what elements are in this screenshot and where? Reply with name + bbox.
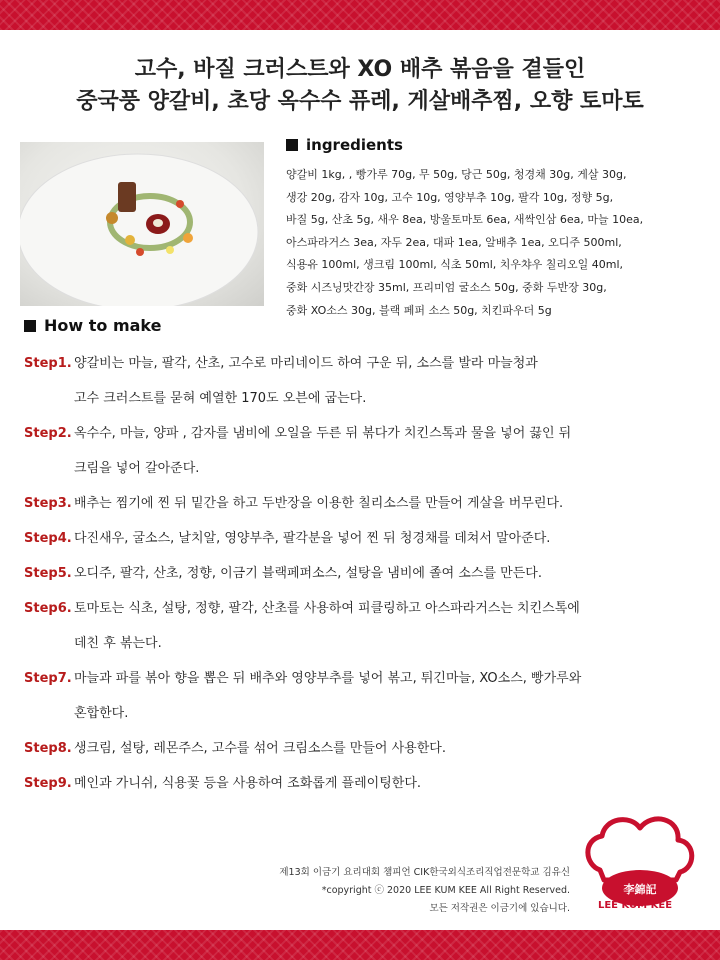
step-text: 다진새우, 굴소스, 날치알, 영양부추, 팔각분을 넣어 찐 뒤 청경채를 데쳐서 말아준다. — [74, 531, 551, 546]
step-text: 데친 후 볶는다. — [74, 636, 162, 651]
step-text: 메인과 가니쉬, 식용꽃 등을 사용하여 조화롭게 플레이팅한다. — [74, 776, 422, 791]
square-bullet-icon — [286, 139, 298, 151]
footer-credits — [279, 864, 570, 918]
step-label: Step8. — [24, 741, 72, 756]
step-label: Step6. — [24, 601, 72, 616]
step-text: 고수 크러스트를 묻혀 예열한 170도 오븐에 굽는다. — [74, 391, 367, 406]
step-4 — [24, 521, 704, 556]
ingredients-list — [286, 164, 706, 322]
step-3 — [24, 486, 704, 521]
step-8 — [24, 731, 704, 766]
step-label: Step3. — [24, 496, 72, 511]
bottom-decorative-band — [0, 930, 720, 960]
step-label: Step4. — [24, 531, 72, 546]
step-label: Step1. — [24, 356, 72, 371]
step-text: 오디주, 팔각, 산초, 정향, 이금기 블랙페퍼소스, 설탕을 냄비에 졸여 소스를 만든다. — [74, 566, 542, 581]
step-label: Step5. — [24, 566, 72, 581]
step-text: 옥수수, 마늘, 양파 , 감자를 냄비에 오일을 두른 뒤 볶다가 치킨스톡과 물을 넣어 끓인 뒤 — [74, 426, 572, 441]
step-text: 혼합한다. — [74, 706, 129, 721]
plated-dish-illustration — [20, 142, 264, 306]
ingredients-line: 중화 시즈닝맛간장 35ml, 프리미엄 굴소스 50g, 중화 두반장 30g, — [286, 280, 607, 294]
step-text: 마늘과 파를 볶아 향을 뽑은 뒤 배추와 영양부추를 넣어 볶고, 튀긴마늘, XO소스, 빵가루와 — [74, 671, 582, 686]
logo-seal-text: 李錦記 — [623, 883, 657, 896]
how-to-make-heading: How to make — [24, 316, 161, 335]
step-label: Step9. — [24, 776, 72, 791]
top-decorative-band — [0, 0, 720, 30]
step-5 — [24, 556, 704, 591]
footer-line: *copyright ⓒ 2020 LEE KUM KEE All Right Reserved. — [321, 885, 570, 896]
ingredients-line: 아스파라거스 3ea, 자두 2ea, 대파 1ea, 알배추 1ea, 오디주 500ml, — [286, 235, 622, 249]
step-text: 양갈비는 마늘, 팔각, 산초, 고수로 마리네이드 하여 구운 뒤, 소스를 발라 마늘청과 — [74, 356, 538, 371]
step-label: Step7. — [24, 671, 72, 686]
ingredients-line: 식용유 100ml, 생크림 100ml, 식초 50ml, 치우챠우 칠리오일 40ml, — [286, 258, 624, 272]
step-text: 크림을 넣어 갈아준다. — [74, 461, 200, 476]
ingredients-line: 중화 XO소스 30g, 블랙 페퍼 소스 50g, 치킨파우더 5g — [286, 303, 552, 317]
page-title — [0, 54, 720, 118]
step-text: 배추는 찜기에 찐 뒤 밑간을 하고 두반장을 이용한 칠리소스를 만들어 게살을 버무린다. — [74, 496, 564, 511]
ingredients-line: 생강 20g, 감자 10g, 고수 10g, 영양부추 10g, 팔각 10g, 정향 5g, — [286, 190, 614, 204]
footer-line: 모든 저작권은 이금기에 있습니다. — [429, 903, 570, 914]
ingredients-line: 바질 5g, 산초 5g, 새우 8ea, 방울토마토 6ea, 새싹인삼 6ea, 마늘 10ea, — [286, 213, 644, 227]
step-9 — [24, 766, 704, 801]
step-label: Step2. — [24, 426, 72, 441]
step-text: 토마토는 식초, 설탕, 정향, 팔각, 산초를 사용하여 피클링하고 아스파라거스는 치킨스톡에 — [74, 601, 580, 616]
step-1 — [24, 346, 704, 416]
step-text: 생크림, 설탕, 레몬주스, 고수를 섞어 크림소스를 만들어 사용한다. — [74, 741, 446, 756]
square-bullet-icon — [24, 320, 36, 332]
steps-list — [24, 346, 704, 801]
footer-line: 제13회 이금기 요리대회 챔피언 CIK한국외식조리직업전문학교 김유신 — [279, 867, 570, 878]
title-line-2: 중국풍 양갈비, 초당 옥수수 퓨레, 게살배추찜, 오향 토마토 — [76, 89, 644, 114]
title-line-1: 고수, 바질 크러스트와 XO 배추 볶음을 곁들인 — [134, 57, 586, 82]
ingredients-heading: ingredients — [286, 136, 403, 154]
logo-brand-text: LEE KUM KEE — [597, 900, 673, 911]
ingredients-line: 양갈비 1kg, , 빵가루 70g, 무 50g, 당근 50g, 청경채 30g, 게살 30g, — [286, 168, 627, 181]
step-7 — [24, 661, 704, 731]
dish-photo — [20, 142, 264, 306]
step-2 — [24, 416, 704, 486]
step-6 — [24, 591, 704, 661]
